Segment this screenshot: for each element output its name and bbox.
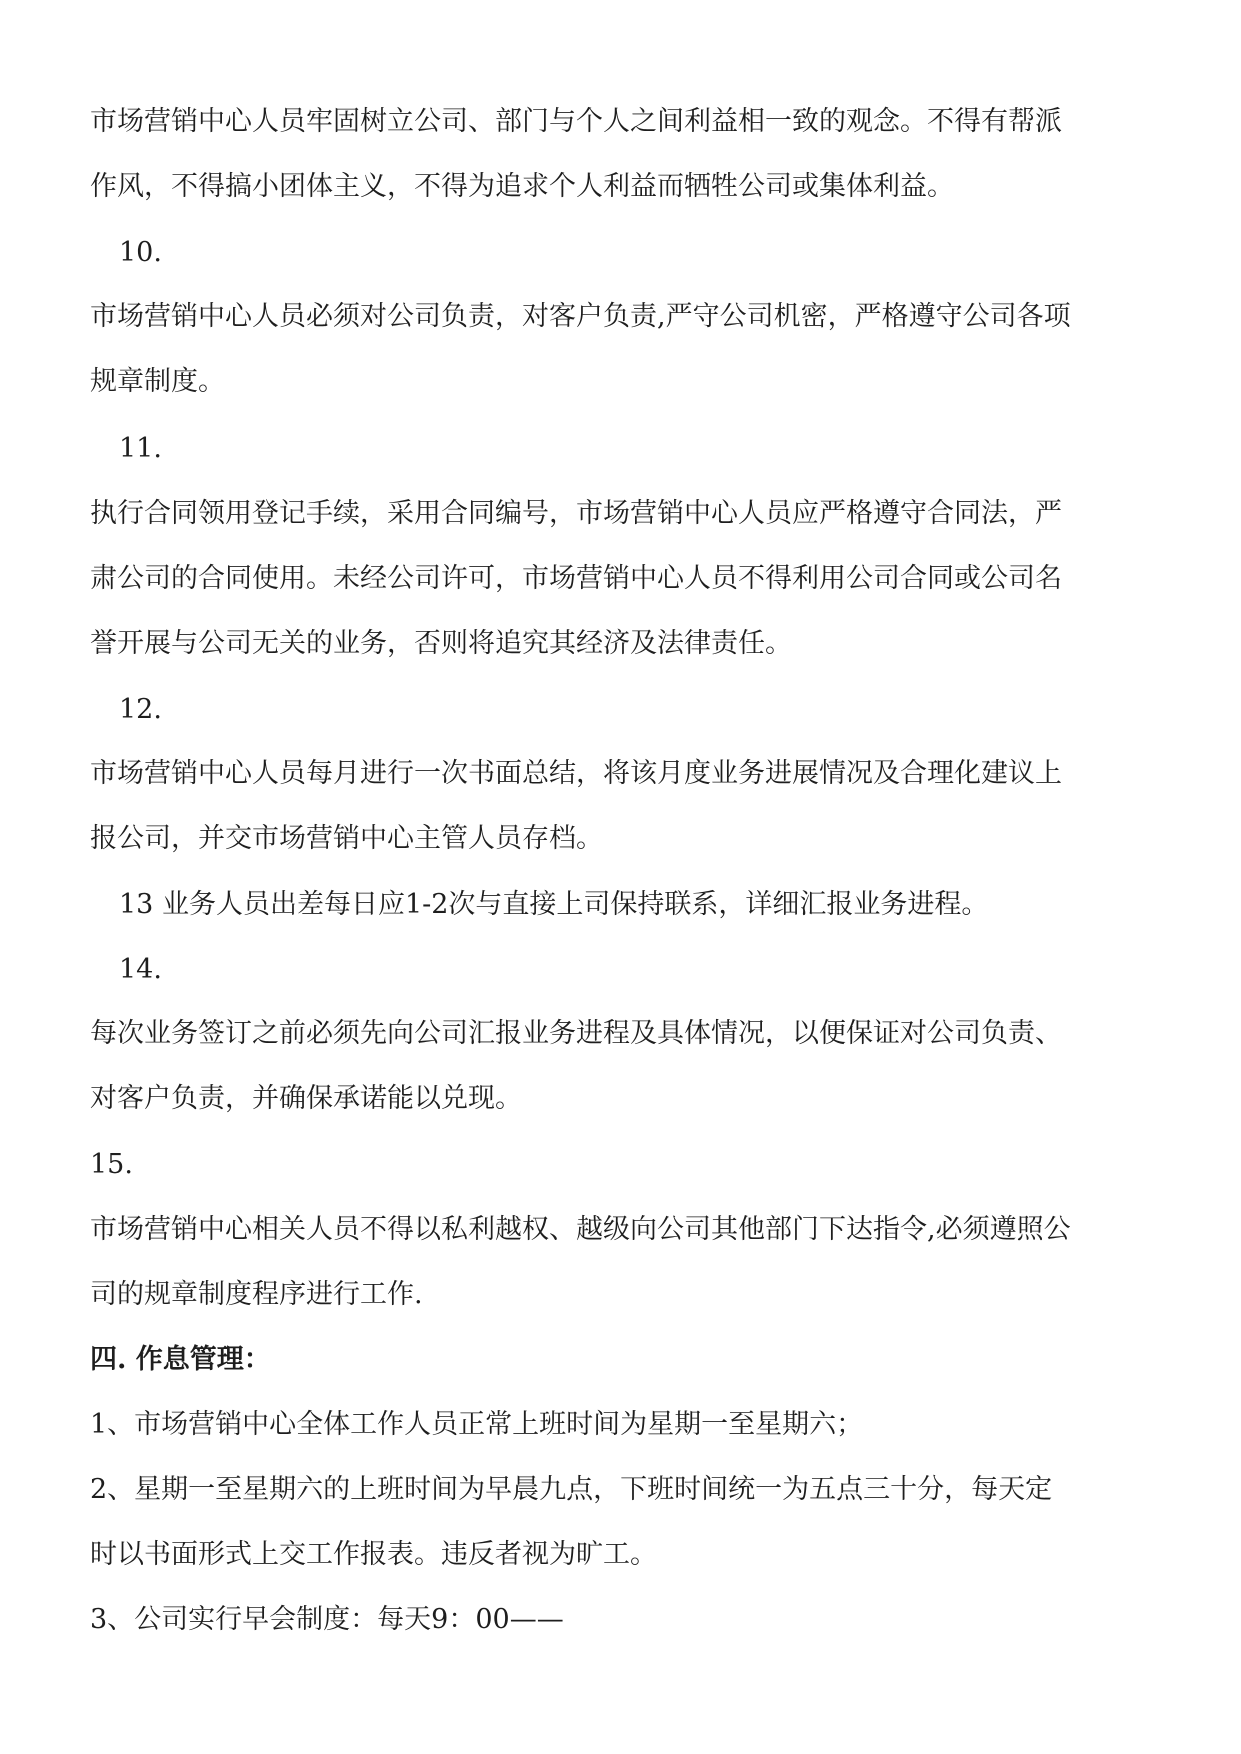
rule-14-text-line-2: 对客户负责，并确保承诺能以兑现。	[90, 1083, 522, 1114]
rule-14-text-line-1: 每次业务签订之前必须先向公司汇报业务进程及具体情况，以便保证对公司负责、	[90, 1018, 1062, 1049]
rule-15-number: 15.	[90, 1149, 133, 1180]
rule-13-text: 13 业务人员出差每日应1-2次与直接上司保持联系，详细汇报业务进程。	[119, 889, 989, 920]
rule-11-number: 11.	[119, 433, 162, 464]
rule-12-number: 12.	[119, 694, 162, 725]
schedule-item-3: 3、公司实行早会制度：每天9：00——	[90, 1604, 564, 1635]
rule-12-text-line-1: 市场营销中心人员每月进行一次书面总结，将该月度业务进展情况及合理化建议上	[90, 758, 1062, 789]
rule-10-number: 10.	[119, 237, 162, 268]
rule-14-number: 14.	[119, 954, 162, 985]
section-heading: 四. 作息管理：	[90, 1344, 271, 1375]
rule-15-text-line-2: 司的规章制度程序进行工作.	[90, 1279, 423, 1310]
rule-10-text-line-2: 规章制度。	[90, 366, 225, 397]
rule-12-text-line-2: 报公司，并交市场营销中心主管人员存档。	[90, 823, 603, 854]
rule-11-text-line-3: 誉开展与公司无关的业务，否则将追究其经济及法律责任。	[90, 628, 792, 659]
rule-9-text-line-2: 作风，不得搞小团体主义，不得为追求个人利益而牺牲公司或集体利益。	[90, 171, 954, 202]
rule-9-text-line-1: 市场营销中心人员牢固树立公司、部门与个人之间利益相一致的观念。不得有帮派	[90, 106, 1062, 137]
rule-15-text-line-1: 市场营销中心相关人员不得以私利越权、越级向公司其他部门下达指令,必须遵照公	[90, 1214, 1071, 1245]
schedule-item-1: 1、市场营销中心全体工作人员正常上班时间为星期一至星期六；	[90, 1409, 864, 1440]
schedule-item-2-line-1: 2、星期一至星期六的上班时间为早晨九点，下班时间统一为五点三十分，每天定	[90, 1474, 1053, 1505]
rule-10-text-line-1: 市场营销中心人员必须对公司负责，对客户负责,严守公司机密，严格遵守公司各项	[90, 301, 1071, 332]
schedule-item-2-line-2: 时以书面形式上交工作报表。违反者视为旷工。	[90, 1539, 657, 1570]
rule-11-text-line-1: 执行合同领用登记手续，采用合同编号，市场营销中心人员应严格遵守合同法，严	[90, 498, 1062, 529]
rule-11-text-line-2: 肃公司的合同使用。未经公司许可，市场营销中心人员不得利用公司合同或公司名	[90, 563, 1062, 594]
